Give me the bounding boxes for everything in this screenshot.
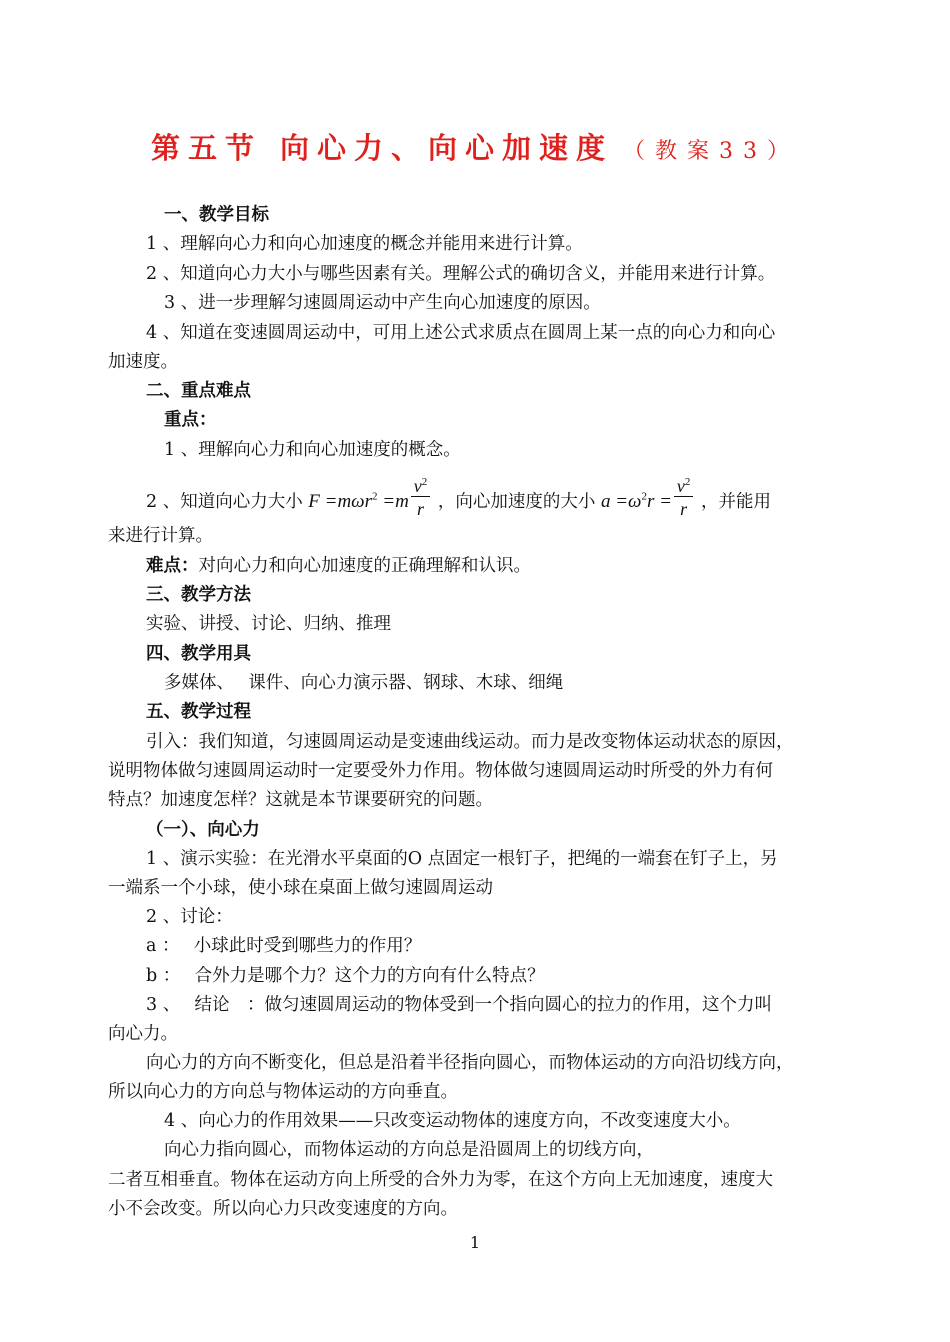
section-centripetal-force: （一）、向心力	[146, 820, 260, 840]
force-formula	[308, 476, 432, 519]
intro-line-2: 说明物体做匀速圆周运动时一定要受外力作用。物体做匀速圆周运动时所受的外力有何	[108, 761, 773, 781]
force-fraction	[411, 472, 431, 521]
step-1-cont: 一端系一个小球，使小球在桌面上做匀速圆周运动	[108, 878, 493, 898]
discussion-a: a ： 小球此时受到哪些力的作用？	[146, 936, 422, 956]
difficulty-text: 对向心力和向心加速度的正确理解和认识。	[198, 556, 531, 576]
difficulty-line	[146, 552, 886, 581]
explanation-2: 所以向心力的方向总与物体运动的方向垂直。	[108, 1082, 458, 1102]
force-formula-eq: =m	[377, 490, 409, 512]
step-2: 2 、讨论：	[146, 907, 233, 927]
heading-process: 五、教学过程	[146, 702, 251, 722]
key-point-2-suffix: ，并能用	[701, 491, 771, 512]
accel-formula-lhs: a =ω	[600, 490, 642, 512]
accel-formula-mid: r =	[646, 490, 672, 512]
difficulty-label: 难点：	[146, 556, 199, 576]
explanation-1: 向心力的方向不断变化，但总是沿着半径指向圆心，而物体运动的方向沿切线方向，	[146, 1053, 794, 1073]
accel-formula-exp: 2	[641, 490, 647, 503]
step-3: 3 、 结论 ：做匀速圆周运动的物体受到一个指向圆心的拉力的作用，这个力叫	[146, 995, 773, 1015]
objective-4-cont: 加速度。	[108, 352, 178, 372]
force-fraction-exp: 2	[421, 476, 428, 488]
accel-fraction-num	[674, 472, 694, 497]
intro-line-3: 特点？加速度怎样？这就是本节课要研究的问题。	[108, 790, 493, 810]
heading-methods: 三、教学方法	[146, 585, 251, 605]
force-fraction-v: v	[413, 476, 422, 496]
key-point-1: 1 、理解向心力和向心加速度的概念。	[164, 440, 461, 460]
force-fraction-num	[411, 472, 431, 497]
explanation-5: 小不会改变。所以向心力只改变速度的方向。	[108, 1199, 458, 1219]
discussion-b: b ： 合外力是哪个力？这个力的方向有什么特点？	[146, 966, 545, 986]
step-3-cont: 向心力。	[108, 1024, 178, 1044]
objective-4: 4 、知道在变速圆周运动中，可用上述公式求质点在圆周上某一点的向心力和向心	[146, 323, 776, 343]
heading-key-points: 二、重点难点	[146, 381, 251, 401]
accel-fraction-v: v	[676, 476, 685, 496]
force-formula-lhs: F =mωr	[308, 490, 372, 512]
key-point-2-prefix: 2 、知道向心力大小	[146, 491, 303, 512]
tools-text: 多媒体、 课件、向心力演示器、钢球、木球、细绳	[164, 673, 564, 693]
force-fraction-den: r	[417, 499, 425, 519]
heading-tools: 四、教学用具	[146, 644, 251, 664]
step-1: 1 、演示实验：在光滑水平桌面的O 点固定一根钉子，把绳的一端套在钉子上，另	[146, 849, 778, 869]
methods-text: 实验、讲授、讨论、归纳、推理	[146, 614, 391, 634]
key-points-label: 重点：	[164, 410, 217, 430]
title-main: 第五节 向心力、向心加速度	[150, 131, 614, 165]
heading-objectives: 一、教学目标	[164, 205, 269, 225]
force-formula-exp: 2	[372, 490, 378, 503]
page-number: 1	[469, 1233, 481, 1252]
page-title	[0, 126, 950, 167]
key-point-2	[146, 478, 886, 527]
accel-formula	[600, 476, 695, 519]
objective-1: 1 、理解向心力和向心加速度的概念并能用来进行计算。	[146, 234, 583, 254]
objective-3: 3 、进一步理解匀速圆周运动中产生向心加速度的原因。	[164, 293, 601, 313]
explanation-4: 二者互相垂直。物体在运动方向上所受的合外力为零，在这个方向上无加速度，速度大	[108, 1170, 773, 1190]
title-sub: （教案33）	[623, 139, 800, 164]
accel-fraction	[674, 472, 694, 521]
accel-fraction-exp: 2	[684, 476, 691, 488]
key-point-2-mid: ，向心加速度的大小	[437, 491, 596, 512]
step-4: 4 、向心力的作用效果——只改变运动物体的速度方向，不改变速度大小。	[164, 1111, 741, 1131]
key-point-2-cont: 来进行计算。	[108, 526, 213, 546]
intro-line-1: 引入：我们知道，匀速圆周运动是变速曲线运动。而力是改变物体运动状态的原因，	[146, 732, 794, 752]
accel-fraction-den: r	[680, 499, 688, 519]
explanation-3: 向心力指向圆心，而物体运动的方向总是沿圆周上的切线方向，	[164, 1140, 654, 1160]
objective-2: 2 、知道向心力大小与哪些因素有关。理解公式的确切含义，并能用来进行计算。	[146, 264, 776, 284]
